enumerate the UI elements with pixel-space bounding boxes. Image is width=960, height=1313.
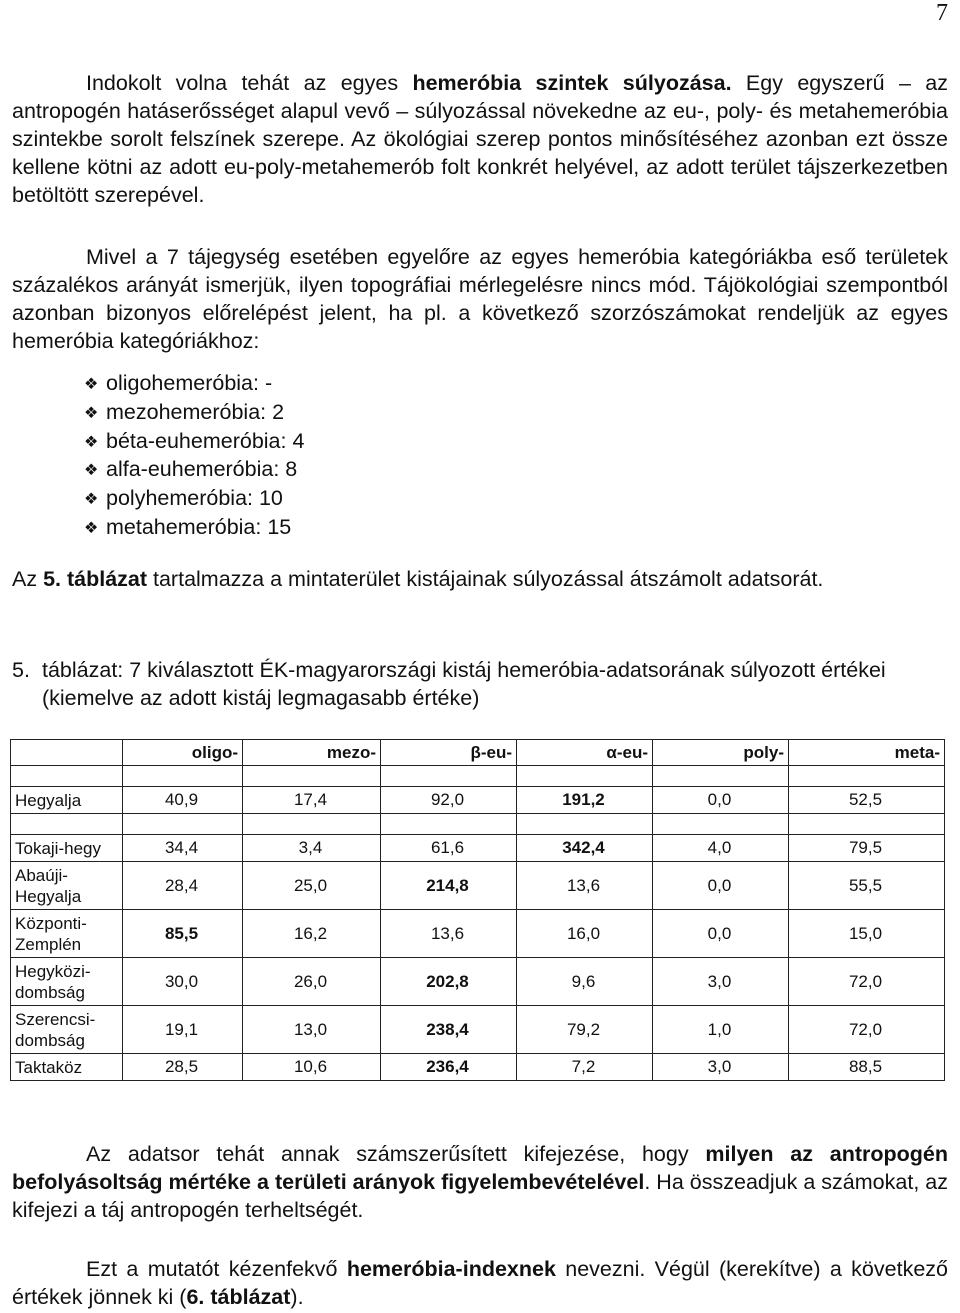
para4-text-a: Az adatsor tehát annak számszerűsített kifejezése, hogy: [86, 1142, 706, 1166]
para3-text-b: tartalmazza a mintaterület kistájainak súlyozással átszámolt adatsorát.: [147, 567, 824, 591]
para1-text-a: Indokolt volna tehát az egyes: [86, 71, 413, 95]
table-cell: 13,6: [381, 910, 517, 958]
caption-text: táblázat: 7 kiválasztott ÉK-magyarországi kistáj hemeróbia-adatsorának súlyozott értékei (kiemelve az adott kistáj legmagasabb értéke): [42, 658, 886, 710]
list-item: [84, 484, 304, 513]
table-cell: 16,2: [243, 910, 381, 958]
para4-text-b: . Ha összeadjuk a számokat, az kifejezi a táj antropogén terheltségét.: [12, 1170, 948, 1222]
page-number: 7: [936, 0, 948, 26]
table-cell-max: 342,4: [517, 835, 653, 862]
table-cell: 30,0: [123, 958, 243, 1006]
diamond-bullet-icon: ❖: [84, 519, 99, 537]
table-cell: 16,0: [517, 910, 653, 958]
table-reference: 5. táblázat: [43, 567, 148, 591]
table-header: oligo-: [123, 740, 243, 766]
table-cell: 72,0: [789, 1006, 945, 1054]
table-cell-empty: [789, 814, 945, 835]
table-cell: 26,0: [243, 958, 381, 1006]
diamond-bullet-icon: ❖: [84, 404, 99, 422]
table-cell-empty: [789, 766, 945, 787]
table-cell: 0,0: [653, 862, 789, 910]
table-row: [11, 835, 945, 862]
table-cell: 28,5: [123, 1054, 243, 1081]
table-cell-empty: [123, 766, 243, 787]
index-term: hemeróbia-indexnek: [346, 1257, 556, 1281]
table-cell-max: 191,2: [517, 787, 653, 814]
caption-number: 5.: [12, 658, 30, 682]
table-row: [11, 1006, 945, 1054]
table-cell-max: 202,8: [381, 958, 517, 1006]
table-cell: 3,0: [653, 958, 789, 1006]
table-row: [11, 1054, 945, 1081]
list-item-label: polyhemeróbia: 10: [106, 486, 283, 511]
table-cell: 17,4: [243, 787, 381, 814]
table-cell: 7,2: [517, 1054, 653, 1081]
para5-text-b: nevezni. Végül (kerekítve) a következő értékek jönnek ki (: [12, 1257, 948, 1309]
table-cell-empty: [123, 814, 243, 835]
table-cell-max: 236,4: [381, 1054, 517, 1081]
table-caption: [12, 656, 952, 712]
table-cell-empty: [243, 766, 381, 787]
table-cell: 55,5: [789, 862, 945, 910]
table-cell-max: 214,8: [381, 862, 517, 910]
list-item: [84, 427, 304, 456]
table-cell: 0,0: [653, 910, 789, 958]
table-spacer-row: [11, 814, 945, 835]
table-cell: 40,9: [123, 787, 243, 814]
table-cell-max: 85,5: [123, 910, 243, 958]
table-cell: 13,6: [517, 862, 653, 910]
table-cell-empty: [11, 814, 123, 835]
list-item: [84, 369, 304, 398]
table-cell-empty: [653, 766, 789, 787]
table-cell: 10,6: [243, 1054, 381, 1081]
table-cell: 34,4: [123, 835, 243, 862]
table-cell: 4,0: [653, 835, 789, 862]
table-cell: 9,6: [517, 958, 653, 1006]
table-cell: 72,0: [789, 958, 945, 1006]
list-item-label: metahemeróbia: 15: [106, 514, 292, 539]
diamond-bullet-icon: ❖: [84, 376, 99, 393]
table-cell: 25,0: [243, 862, 381, 910]
table-cell-empty: [11, 766, 123, 787]
paragraph-4: [12, 1140, 948, 1224]
para1-bold: hemeróbia szintek súlyozása.: [412, 71, 732, 95]
table-row: [11, 862, 945, 910]
table-header: meta-: [789, 740, 945, 766]
list-item-label: béta-euhemeróbia: 4: [106, 428, 305, 453]
table-row: [11, 958, 945, 1006]
row-label: Szerencsi- dombság: [11, 1006, 123, 1054]
table-row: [11, 787, 945, 814]
table-cell-empty: [517, 814, 653, 835]
table-cell-empty: [517, 766, 653, 787]
table-cell-empty: [381, 814, 517, 835]
row-label: Taktaköz: [11, 1054, 123, 1081]
para5-text-a: Ezt a mutatót kézenfekvő: [86, 1257, 347, 1281]
table-header-empty: [11, 740, 123, 766]
table-cell: 28,4: [123, 862, 243, 910]
diamond-bullet-icon: ❖: [84, 462, 99, 480]
list-item: [84, 513, 304, 542]
table-header: poly-: [653, 740, 789, 766]
table-cell: 92,0: [381, 787, 517, 814]
diamond-bullet-icon: ❖: [84, 491, 99, 509]
table-cell-max: 238,4: [381, 1006, 517, 1054]
para4-bold: milyen az antropogén befolyásoltság mértéke a területi arányok figyelembevételével: [12, 1142, 948, 1194]
table-cell: 0,0: [653, 787, 789, 814]
table-cell: 3,4: [243, 835, 381, 862]
table-cell: 1,0: [653, 1006, 789, 1054]
table-cell: 61,6: [381, 835, 517, 862]
table-cell: 15,0: [789, 910, 945, 958]
list-item-label: mezohemeróbia: 2: [106, 399, 285, 424]
table-reference: 6. táblázat: [186, 1285, 291, 1309]
para1-text-b: Egy egyszerű – az antropogén hatáserősséget alapul vevő – súlyozással növekedne az eu-, poly- és metahemeróbia szintekbe sorolt felszínek szerepe. Az ökológiai szerep pontos minősítéséhez azonban ezt össze kellene kötni az adott eu-poly-metahemerób folt konkrét helyével, az adott terület tájszerkezetben betöltött szerepével.: [12, 71, 948, 207]
row-label: Hegyközi- dombság: [11, 958, 123, 1006]
paragraph-2: Mivel a 7 tájegység esetében egyelőre az egyes hemeróbia kategóriákba eső területek százalékos arányát ismerjük, ilyen topográfiai mérlegelésre nincs mód. Tájökológiai szempontból azonban bizonyos előrelépést jelent, ha pl. a következő szorzószámokat rendeljük az egyes hemeróbia kategóriákhoz:: [12, 245, 948, 353]
multiplier-list: [84, 369, 304, 542]
para5-text-c: ).: [290, 1285, 304, 1309]
list-item: [84, 398, 304, 427]
table-header: α-eu-: [517, 740, 653, 766]
table-header-row: [11, 740, 945, 766]
table-cell: 19,1: [123, 1006, 243, 1054]
table-header: β-eu-: [381, 740, 517, 766]
table-spacer-row: [11, 766, 945, 787]
list-item-label: oligohemeróbia: -: [106, 371, 273, 395]
paragraph-5: [12, 1255, 948, 1311]
row-label: Abaúji- Hegyalja: [11, 862, 123, 910]
table-header: mezo-: [243, 740, 381, 766]
table-cell-empty: [653, 814, 789, 835]
table-cell: 88,5: [789, 1054, 945, 1081]
table-cell: 52,5: [789, 787, 945, 814]
para3-text-a: Az: [12, 567, 44, 591]
data-table: [10, 739, 945, 1081]
table-cell: 13,0: [243, 1006, 381, 1054]
paragraph-1: [12, 69, 948, 209]
paragraph-3: [12, 565, 948, 593]
diamond-bullet-icon: ❖: [84, 433, 99, 451]
table-cell: 79,2: [517, 1006, 653, 1054]
row-label: Központi- Zemplén: [11, 910, 123, 958]
table-cell-empty: [381, 766, 517, 787]
list-item: [84, 455, 304, 484]
table-row: [11, 910, 945, 958]
row-label: Tokaji-hegy: [11, 835, 123, 862]
table-cell-empty: [243, 814, 381, 835]
table-cell: 3,0: [653, 1054, 789, 1081]
list-item-label: alfa-euhemeróbia: 8: [106, 457, 298, 482]
row-label: Hegyalja: [11, 787, 123, 814]
table-cell: 79,5: [789, 835, 945, 862]
